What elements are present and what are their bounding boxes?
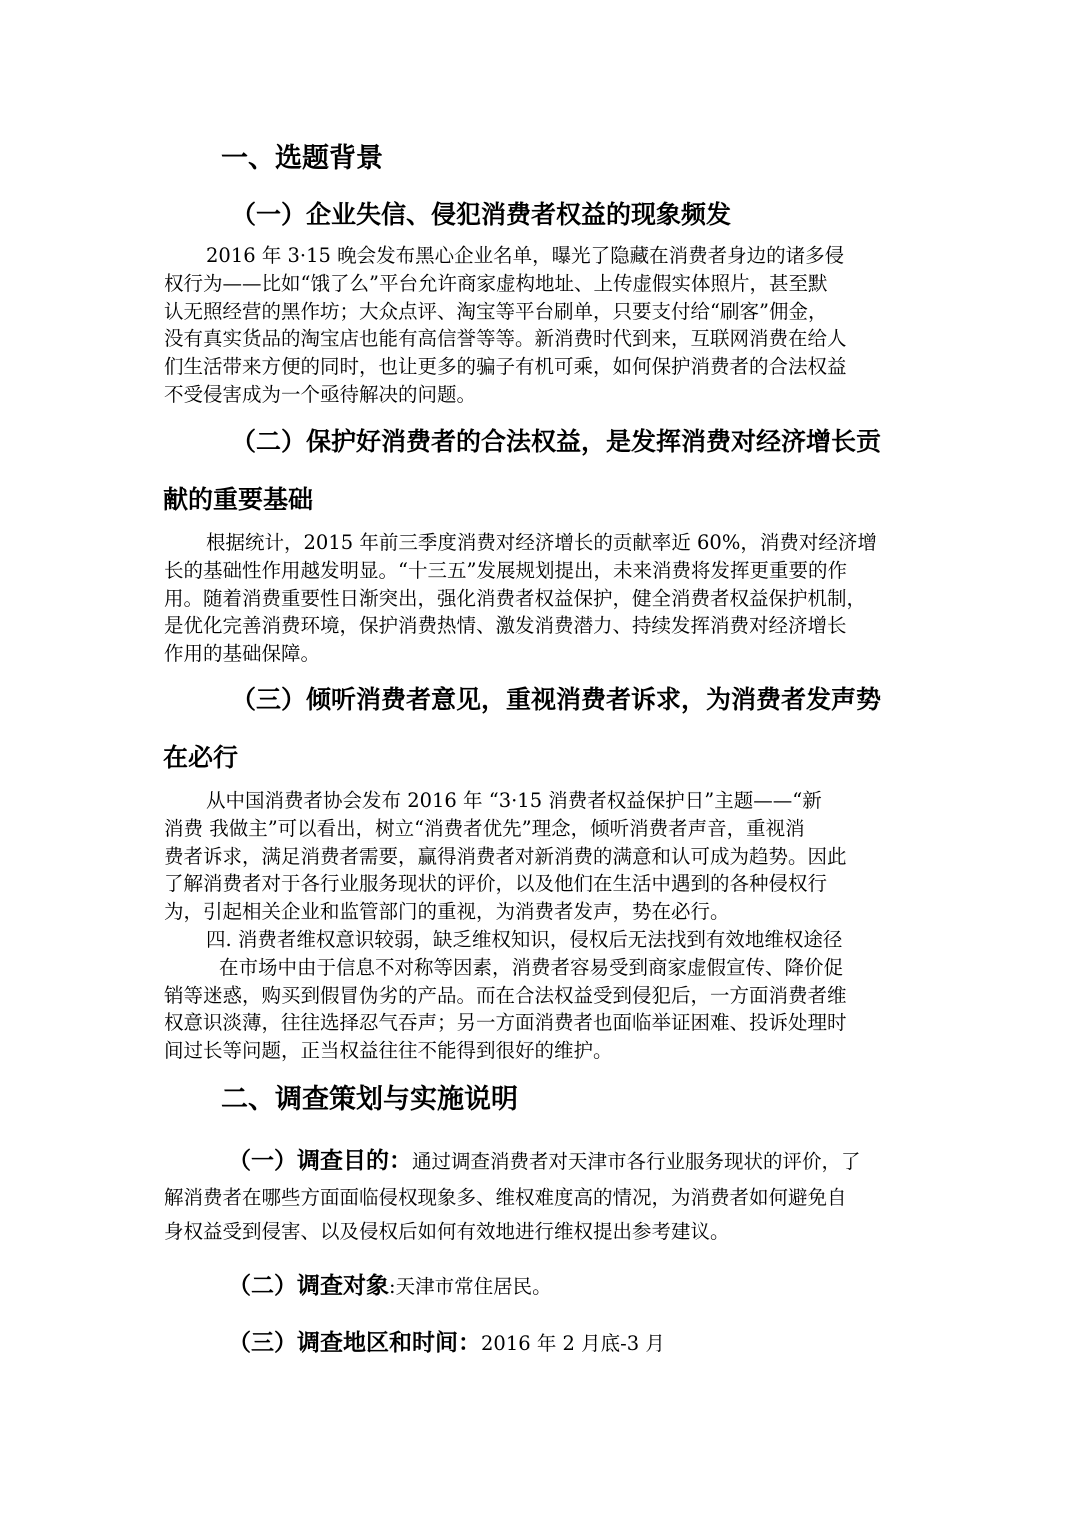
body-line: 为，引起相关企业和监管部门的重视，为消费者发声，势在必行。 [164,900,730,924]
survey-purpose-text: 通过调查消费者对天津市各行业服务现状的评价，了 [412,1150,861,1173]
body-line: 权意识淡薄，往往选择忍气吞声；另一方面消费者也面临举证困难、投诉处理时 [164,1011,847,1035]
body-line: 权行为——比如“饿了么”平台允许商家虚构地址、上传虚假实体照片，甚至默 [164,271,828,295]
body-line: 作用的基础保障。 [164,642,321,666]
body-line: 是优化完善消费环境，保护消费热情、激发消费潜力、持续发挥消费对经济增长 [164,614,847,638]
survey-object-text: :天津市常住居民。 [389,1275,552,1298]
body-line: 没有真实货品的淘宝店也能有高信誉等等。新消费时代到来，互联网消费在给人 [164,327,847,351]
body-line: 了解消费者对于各行业服务现状的评价，以及他们在生活中遇到的各种侵权行 [164,872,828,896]
body-line: 四. 消费者维权意识较弱，缺乏维权知识，侵权后无法找到有效地维权途径 [206,927,843,951]
survey-object [164,1269,920,1306]
survey-purpose-line: 解消费者在哪些方面面临侵权现象多、维权难度高的情况，为消费者如何避免自 [164,1186,847,1209]
body-line: 2016 年 3·15 晚会发布黑心企业名单，曝光了隐藏在消费者身边的诸多侵 [206,244,845,267]
survey-area-time [164,1326,920,1363]
body-line: 费者诉求，满足消费者需要，赢得消费者对新消费的满意和认可成为趋势。因此 [164,844,847,868]
subsection-2-heading-cont: 献的重要基础 [163,485,314,514]
body-line: 间过长等问题，正当权益往往不能得到很好的维护。 [164,1039,613,1063]
body-line: 从中国消费者协会发布 2016 年 “3·15 消费者权益保护日”主题——“新 [206,789,822,812]
subsection-2-body [164,529,920,668]
subsection-1-body [164,242,920,409]
section-1-title: 一、选题背景 [221,143,383,174]
survey-area-time-label: （三）调查地区和时间： [228,1330,481,1356]
body-line: 们生活带来方便的同时，也让更多的骗子有机可乘，如何保护消费者的合法权益 [164,355,847,379]
subsection-3-heading-cont: 在必行 [163,743,239,772]
subsection-1-heading: （一）企业失信、侵犯消费者权益的现象频发 [231,200,732,229]
survey-area-time-text: 2016 年 2 月底-3 月 [481,1332,665,1355]
subsection-2-heading: （二）保护好消费者的合法权益，是发挥消费对经济增长贡 [231,427,882,456]
body-line: 销等迷惑，购买到假冒伪劣的产品。而在合法权益受到侵犯后，一方面消费者维 [164,983,847,1007]
body-line: 根据统计，2015 年前三季度消费对经济增长的贡献率近 60%，消费对经济增 [206,531,877,554]
body-line: 认无照经营的黑作坊；大众点评、淘宝等平台刷单，只要支付给“刷客”佣金， [164,299,828,323]
section-2-title: 二、调查策划与实施说明 [221,1084,518,1115]
subsection-3-body [164,787,920,1065]
survey-object-label: （二）调查对象 [228,1273,389,1299]
body-line: 不受侵害成为一个亟待解决的问题。 [164,382,477,406]
survey-purpose-line: 身权益受到侵害、以及侵权后如何有效地进行维权提出参考建议。 [164,1220,730,1243]
survey-purpose [164,1144,920,1249]
body-line: 在市场中由于信息不对称等因素，消费者容易受到商家虚假宣传、降价促 [219,955,844,979]
subsection-3-heading: （三）倾听消费者意见，重视消费者诉求，为消费者发声势 [231,685,882,714]
body-line: 用。随着消费重要性日渐突出，强化消费者权益保护，健全消费者权益保护机制， [164,586,867,610]
body-line: 长的基础性作用越发明显。“十三五”发展规划提出，未来消费将发挥更重要的作 [164,558,847,582]
body-line: 消费 我做主”可以看出，树立“消费者优先”理念，倾听消费者声音，重视消 [164,816,805,840]
survey-purpose-label: （一）调查目的： [228,1148,412,1174]
